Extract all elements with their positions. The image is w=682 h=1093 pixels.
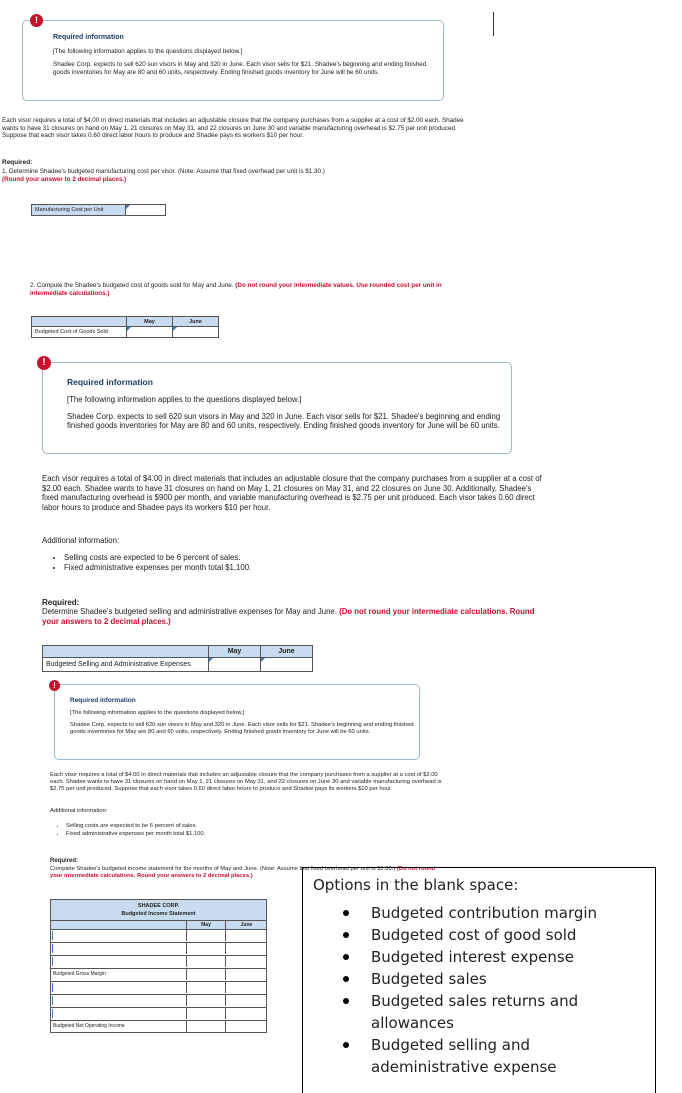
company-name: SHADEE CORP. [137, 903, 180, 909]
bullet-icon [343, 998, 349, 1004]
dropdown-marker[interactable] [52, 1009, 53, 1018]
row-label: Manufacturing Cost per Unit [32, 205, 126, 216]
june-input[interactable] [225, 956, 267, 967]
table-row [51, 1021, 266, 1033]
dropdown-marker[interactable] [52, 996, 53, 1005]
alert-icon: ! [37, 356, 51, 370]
col-headers [51, 921, 266, 930]
table-rows [51, 930, 266, 1033]
may-input[interactable] [186, 995, 225, 1006]
june-input[interactable] [225, 1008, 267, 1019]
info-box-body: Shadee Corp. expects to sell 620 sun visors in May and 320 in June. Each visor sells for $21. Shadee's beginning and ending finished goods inventories for May are 80 and 60 units, respectively. Ending finished goods inventory for June will be 60 units. [53, 61, 427, 76]
info-box-title: Required information [67, 377, 153, 387]
required-info-box-3 [42, 362, 512, 454]
dropdown-marker[interactable] [52, 983, 53, 992]
question-2-instruction: (Do not round your intermediate values. Use rounded cost per unit in intermediate calculations.) [30, 282, 442, 297]
option-text: Budgeted contribution margin [371, 904, 598, 922]
col-may: May [209, 646, 261, 658]
list-item [303, 1034, 657, 1078]
table-row [51, 1008, 266, 1021]
info-box-body: Shadee Corp. expects to sell 620 sun visors in May and 320 in June. Each visor sells for $21. Shadee's beginning and ending finished goods inventories for May are 80 and 60 units, respectively. Ending finished goods inventory for June will be 60 units. [70, 722, 414, 735]
bullet-icon [343, 932, 349, 938]
question-3-text: Determine Shadee's budgeted selling and administrative expenses for May and June. [42, 607, 337, 616]
list-item [303, 968, 657, 990]
list-item: • Selling costs are expected to be 6 percent of sales. [64, 553, 251, 563]
june-input[interactable] [225, 930, 267, 941]
info-box-intro: [The following information applies to the questions displayed below.] [67, 395, 302, 404]
table-row [51, 982, 266, 995]
options-title: Options in the blank space: [313, 876, 519, 894]
statement-name: Budgeted Income Statement [121, 911, 196, 917]
june-input[interactable] [225, 1021, 267, 1033]
table-row [51, 969, 266, 982]
question-1-instruction: (Round your answer to 2 decimal places.) [2, 176, 127, 183]
info-box-title: Required information [53, 34, 124, 41]
may-input[interactable] [186, 982, 225, 993]
header-blank [32, 317, 127, 327]
row-label: Budgeted Cost of Goods Sold [32, 327, 127, 338]
option-text: Budgeted sales [371, 970, 487, 988]
info-box-title: Required information [70, 697, 136, 704]
june-input[interactable] [225, 969, 267, 980]
table-row [51, 943, 266, 956]
dropdown-marker[interactable] [52, 944, 53, 953]
question-3 [42, 607, 542, 626]
option-text: Budgeted interest expense [371, 948, 574, 966]
required-label: Required: [42, 598, 80, 607]
row-label: Budgeted Gross Margin [53, 971, 106, 977]
june-input[interactable] [225, 995, 267, 1006]
problem-paragraph: Each visor requires a total of $4.00 in direct materials that includes an adjustable closure that the company purchases from a supplier at a cost of $2.00 each. Shadee wants to have 31 closures on hand on May 1, 21 closures on May 31, and 22 closures on June 30 and variable manufacturing overhead is $2.75 per unit produced. Suppose that each visor takes 0.60 direct labor hours to produce and Shadee pays its workers $10 per hour. [2, 117, 464, 139]
required-label: Required: [50, 858, 79, 864]
col-june: June [261, 646, 313, 658]
cogs-june-input[interactable] [173, 327, 219, 338]
question-2-text: 2. Compute the Shadee's budgeted cost of goods sold for May and June. [30, 282, 234, 289]
option-text: Budgeted sales returns and allowances [371, 992, 579, 1032]
col-may: May [186, 921, 225, 929]
question-4-text: Complete Shadee's budgeted income statement for the months of May and June. (Note: Assume that fixed overhead per unit is $1.30.) [50, 866, 396, 872]
question-4-instruction: (Do not round your intermediate calculations. Round your answers to 2 decimal places.) [50, 866, 436, 879]
col-june: June [225, 921, 267, 929]
text-cursor [493, 12, 494, 36]
problem-paragraph: Each visor requires a total of $4.00 in direct materials that includes an adjustable closure that the company purchases from a supplier at a cost of $2.00 each. Shadee wants to have 31 closures on hand on May 1, 21 closures on May 31, and 22 closures on June 30. Additionally, Shadee's fixed manufacturing overhead is $900 per month, and variable manufacturing overhead is $2.75 per unit produced. Each visor takes 0.60 direct labor hours to produce and Shadee pays its workers $10 per hour. [42, 474, 542, 512]
table-row [51, 956, 266, 969]
options-box [302, 867, 656, 1093]
may-input[interactable] [186, 969, 225, 980]
table-header [51, 900, 266, 921]
problem-paragraph: Each visor requires a total of $4.00 in direct materials that includes an adjustable closure that the company purchases from a supplier at a cost of $2.00 each. Shadee wants to have 31 closures on hand on May 1, 21 closures on May 31, and 22 closures on June 30 and variable manufacturing overhead is $2.75 per unit produced. Suppose that each visor takes 0.60 direct labor hours to produce and Shadee pays its workers $10 per hour. [50, 772, 442, 792]
info-box-intro: [The following information applies to the questions displayed below.] [70, 710, 245, 716]
required-info-box-4 [54, 684, 420, 760]
question-2 [30, 282, 470, 297]
june-input[interactable] [225, 943, 267, 954]
dropdown-marker[interactable] [52, 931, 53, 940]
june-input[interactable] [225, 982, 267, 993]
may-input[interactable] [186, 1021, 225, 1033]
cogs-may-input[interactable] [127, 327, 173, 338]
list-item: • Fixed administrative expenses per month total $1,100. [64, 563, 251, 573]
header-blank [43, 646, 209, 658]
may-input[interactable] [186, 956, 225, 967]
options-list [303, 902, 657, 1078]
row-label: Budgeted Selling and Administrative Expenses [43, 658, 209, 672]
col-may: May [127, 317, 173, 327]
may-input[interactable] [186, 943, 225, 954]
question-3-instruction: (Do not round your intermediate calculations. Round your answers to 2 decimal places.) [42, 607, 535, 626]
table-row [51, 995, 266, 1008]
additional-info-list [50, 822, 205, 838]
info-box-intro: [The following information applies to the questions displayed below.] [53, 48, 243, 55]
cogs-table [31, 316, 219, 338]
selling-admin-june-input[interactable] [261, 658, 313, 672]
manufacturing-cost-input[interactable] [126, 205, 166, 216]
list-item [303, 946, 657, 968]
list-item [303, 924, 657, 946]
required-label: Required: [2, 159, 33, 166]
table-row [51, 930, 266, 943]
alert-icon: ! [30, 14, 43, 27]
additional-info-label: Additional information: [42, 536, 120, 545]
option-text: Budgeted cost of good sold [371, 926, 577, 944]
may-input[interactable] [186, 1008, 225, 1019]
required-info-box-1 [22, 20, 444, 101]
bullet-icon [343, 976, 349, 982]
list-item: • Selling costs are expected to be 6 percent of sales. [66, 822, 205, 830]
bullet-icon [343, 954, 349, 960]
question-1: 1. Determine Shadee's budgeted manufacturing cost per visor. (Note: Assume that fixed overhead per unit is $1.30.) [2, 168, 325, 175]
list-item: • Fixed administrative expenses per month total $1,100. [66, 830, 205, 838]
bullet-icon [343, 910, 349, 916]
list-item [303, 902, 657, 924]
income-statement-table [50, 899, 267, 1033]
info-box-body: Shadee Corp. expects to sell 620 sun visors in May and 320 in June. Each visor sells for $21. Shadee's beginning and ending finished goods inventories for May are 80 and 60 units, respectively. Ending finished goods inventory for June will be 60 units. [67, 412, 501, 430]
additional-info-list [42, 553, 251, 573]
additional-info-label: Additional information: [50, 808, 108, 814]
bullet-icon [343, 1042, 349, 1048]
alert-icon: ! [49, 680, 60, 691]
may-input[interactable] [186, 930, 225, 941]
col-june: June [173, 317, 219, 327]
row-label: Budgeted Net Operating Income [53, 1023, 125, 1029]
option-text: Budgeted selling and adeministrative expense [371, 1036, 557, 1076]
dropdown-marker[interactable] [52, 957, 53, 966]
selling-admin-table [42, 645, 313, 672]
manufacturing-cost-table [31, 204, 166, 216]
selling-admin-may-input[interactable] [209, 658, 261, 672]
list-item [303, 990, 657, 1034]
